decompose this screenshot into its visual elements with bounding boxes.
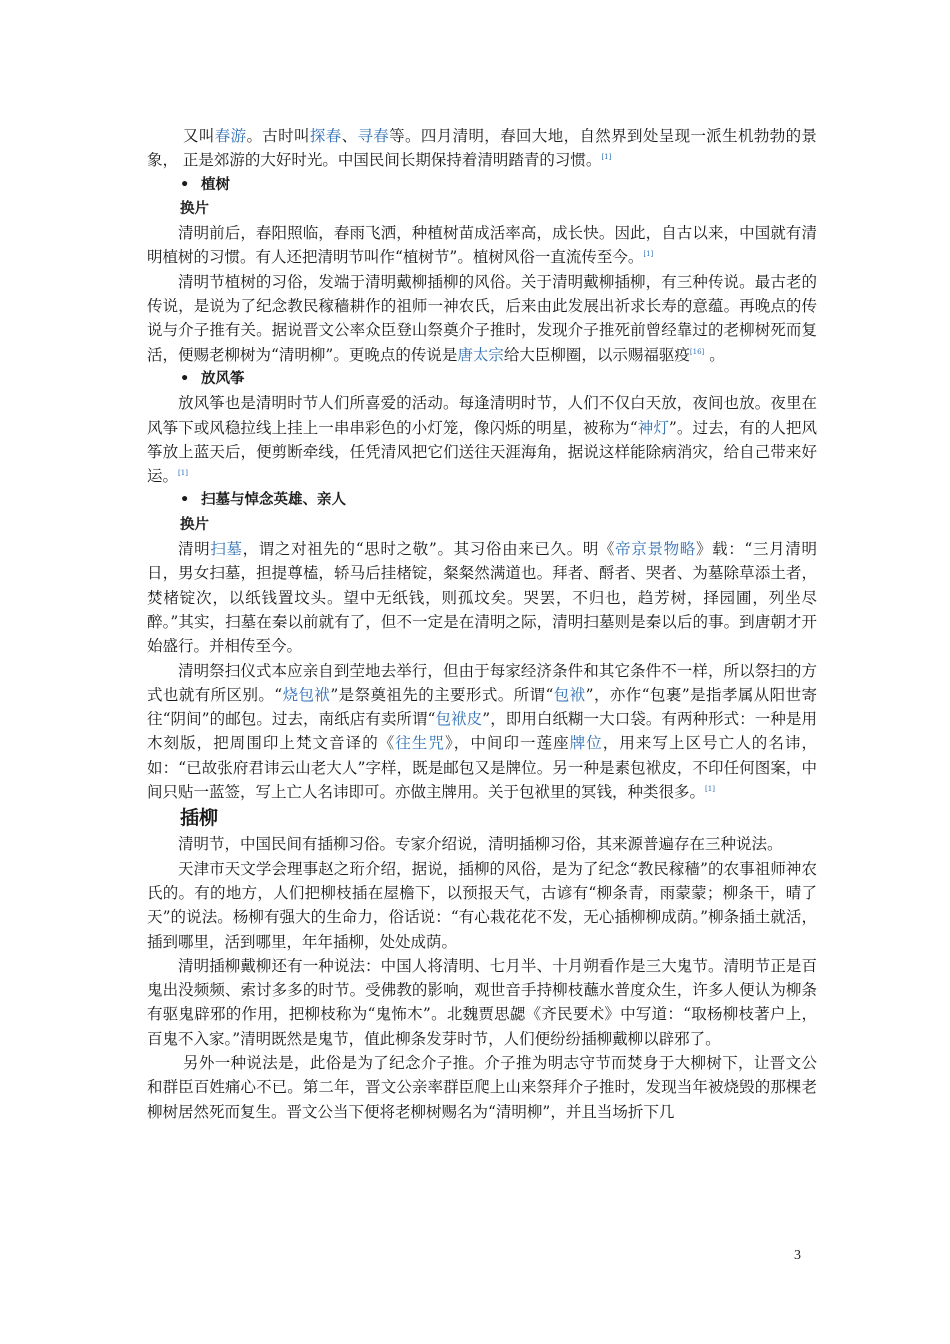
link-saomu[interactable]: 扫墓: [210, 540, 243, 559]
link-shao-baofu[interactable]: 烧包袱: [282, 685, 331, 704]
link-baofu[interactable]: 包袱: [553, 685, 586, 704]
paragraph-tree-planting: 清明前后，春阳照临，春雨飞洒，种植树苗成活率高，成长快。因此，自古以来，中国就有清明植树的习惯。有人还把清明节叫作“植树节”。植树风俗一直流传至今。[1]: [147, 224, 817, 267]
document-body: [147, 124, 817, 1124]
citation-ref[interactable]: [1]: [705, 785, 715, 794]
subheading-huanpian: 换片: [180, 516, 209, 533]
link-paiwei[interactable]: 牌位: [569, 734, 603, 753]
paragraph-tomb-sweeping: 清明扫墓，谓之对祖先的“思时之敬”。其习俗由来已久。明《帝京景物略》载：“三月清明日，男女扫墓，担提尊榼，轿马后挂楮锭，粲粲然满道也。拜者、酹者、哭者、为墓除草添土者，焚楮锭次，以纸钱置坟头。望中无纸钱，则孤坟矣。哭罢，不归也，趋芳树，择园圃，列坐尽醉。”其实，扫墓在秦以前就有了，但不一定是在清明之际，清明扫墓则是秦以后的事。到唐朝才开始盛行。并相传至今。: [147, 540, 817, 656]
bullet-heading-tomb-sweeping: • 扫墓与悼念英雄、亲人: [180, 492, 346, 509]
link-dijing-jingwulue[interactable]: 帝京景物略: [615, 540, 696, 559]
paragraph-kites: 放风筝也是清明时节人们所喜爱的活动。每逢清明时节，人们不仅白天放，夜间也放。夜里在风筝下或风稳拉线上挂上一串串彩色的小灯笼，像闪烁的明星，被称为“神灯”。过去，有的人把风筝放上蓝天后，便剪断牵线，任凭清风把它们送往天涯海角，据说这样能除病消灾，给自己带来好运。[1]: [147, 394, 817, 486]
link-chunyou[interactable]: 春游: [214, 127, 247, 145]
citation-ref[interactable]: [16]: [689, 347, 705, 356]
paragraph-chaliu-shennong: 天津市天文学会理事赵之珩介绍，据说，插柳的风俗，是为了纪念“教民稼穑”的农事祖师神农氏的。有的地方，人们把柳枝插在屋檐下，以预报天气，古谚有“柳条青，雨蒙蒙；柳条干，晴了天”的说法。杨柳有强大的生命力，俗话说：“有心栽花花不发，无心插柳柳成荫。”柳条插土就活，插到哪里，活到哪里，年年插柳，处处成荫。: [147, 859, 817, 951]
page-number: 3: [794, 1248, 801, 1263]
link-xunchun[interactable]: 寻春: [357, 127, 390, 145]
link-tang-taizong[interactable]: 唐太宗: [457, 345, 504, 364]
paragraph-burning-bundles: 清明祭扫仪式本应亲自到茔地去举行，但由于每家经济条件和其它条件不一样，所以祭扫的方式也就有所区别。“烧包袱”是祭奠祖先的主要形式。所谓“包袱”，亦作“包裹”是指孝属从阳世寄往“阴间”的邮包。过去，南纸店有卖所谓“包袱皮”，即用白纸糊一大口袋。有两种形式：一种是用木刻版，把周围印上梵文音译的《往生咒》，中间印一莲座牌位，用来写上区号亡人的名讳，如：“已故张府君讳云山老大人”字样，既是邮包又是牌位。另一种是素包袱皮，不印任何图案，中间只贴一蓝签，写上亡人名讳即可。亦做主牌用。关于包袱里的冥钱，种类很多。[1]: [147, 661, 817, 802]
citation-ref[interactable]: [1]: [601, 153, 612, 162]
paragraph-chaliu-jiezitui: 另外一种说法是，此俗是为了纪念介子推。介子推为明志守节而焚身于大柳树下，让晋文公和群臣百姓痛心不已。第二年，晋文公亲率群臣爬上山来祭拜介子推时，发现当年被烧毁的那棵老柳树居然死而复生。晋文公当下便将老柳树赐名为“清明柳”，并且当场折下几: [147, 1053, 817, 1121]
link-shendeng[interactable]: 神灯: [637, 418, 669, 437]
link-tanchun[interactable]: 探春: [309, 127, 342, 145]
citation-ref[interactable]: [1]: [178, 469, 188, 478]
bullet-heading-tree-planting: • 植树: [180, 176, 230, 193]
bullet-heading-kites: • 放风筝: [180, 370, 245, 387]
paragraph-chaliu-intro: 清明节，中国民间有插柳习俗。专家介绍说，清明插柳习俗，其来源普遍存在三种说法。: [178, 835, 783, 854]
paragraph-willow-legends: 清明节植树的习俗，发端于清明戴柳插柳的风俗。关于清明戴柳插柳，有三种传说。最古老的传说，是说为了纪念教民稼穑耕作的祖师一神农氏，后来由此发展出祈求长寿的意蕴。再晚点的传说与介子推有关。据说晋文公率众臣登山祭奠介子推时，发现介子推死前曾经靠过的老柳树死而复活，便赐老柳树为“清明柳”。更晚点的传说是唐太宗给大臣柳圈，以示赐福驱疫[16] 。: [147, 272, 817, 364]
link-baofupi[interactable]: 包袱皮: [435, 710, 483, 729]
subheading-huanpian: 换片: [180, 200, 209, 217]
paragraph-spring-outing: 又叫春游。古时叫探春、寻春等。四月清明，春回大地，自然界到处呈现一派生机勃勃的景象， 正是郊游的大好时光。中国民间长期保持着清明踏青的习惯。[1]: [147, 127, 817, 170]
paragraph-chaliu-ghost-festival: 清明插柳戴柳还有一种说法：中国人将清明、七月半、十月朔看作是三大鬼节。清明节正是百鬼出没频频、索讨多多的时节。受佛教的影响，观世音手持柳枝蘸水普度众生，许多人便认为柳条有驱鬼辟邪的作用，把柳枝称为“鬼怖木”。北魏贾思勰《齐民要术》中写道：“取杨柳枝著户上，百鬼不入家。”清明既然是鬼节，值此柳条发芽时节，人们便纷纷插柳戴柳以辟邪了。: [147, 956, 817, 1048]
citation-ref[interactable]: [1]: [643, 250, 654, 259]
section-heading-chaliu: 插柳: [180, 807, 219, 830]
link-wangshengzhou[interactable]: 往生咒: [395, 734, 445, 753]
